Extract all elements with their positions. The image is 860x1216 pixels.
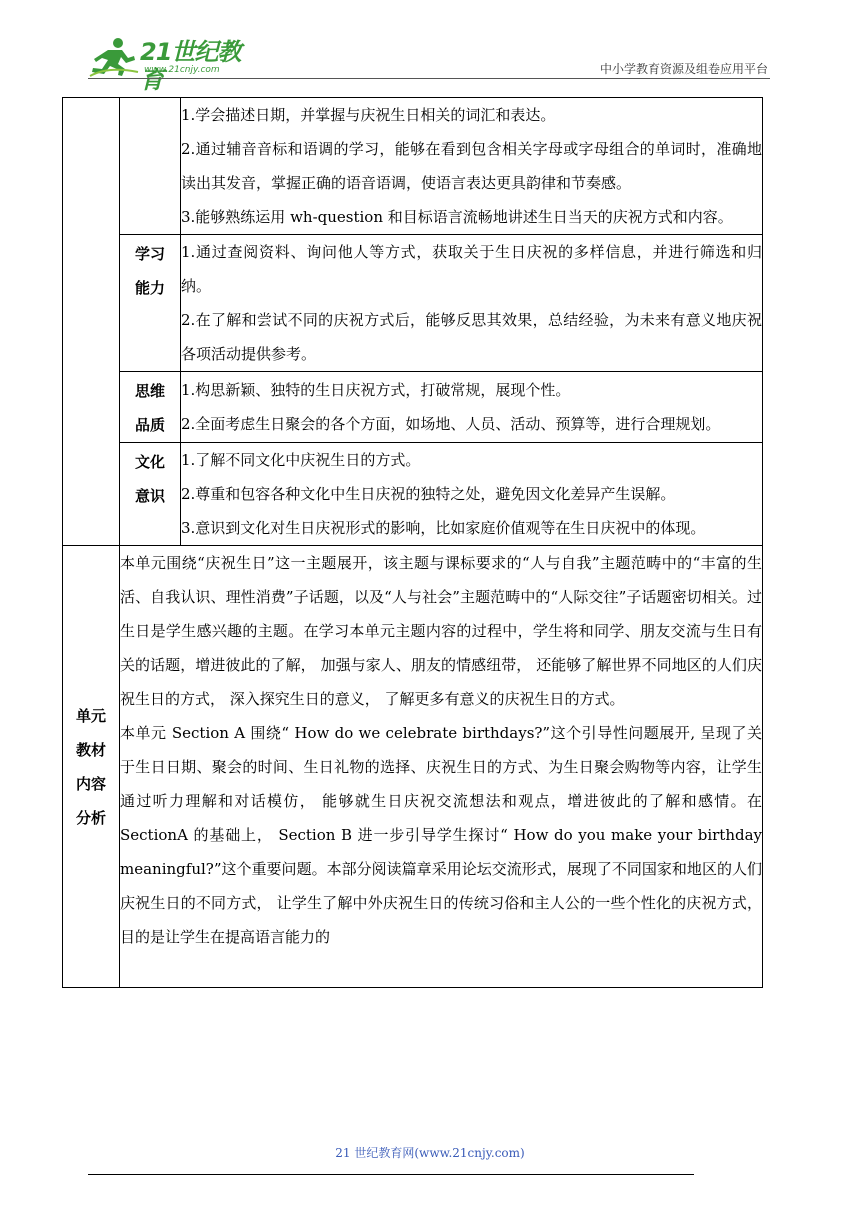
- logo-url: www.21cnjy.com: [144, 65, 220, 75]
- list-item: 2.尊重和包容各种文化中生日庆祝的独特之处，避免因文化差异产生误解。: [181, 485, 676, 503]
- list-item: 1.构思新颖、独特的生日庆祝方式，打破常规，展现个性。: [181, 381, 571, 399]
- list-item: 2.在了解和尝试不同的庆祝方式后，能够反思其效果，总结经验，为未来有意义地庆祝各项活动提供参考。: [181, 311, 762, 363]
- site-logo[interactable]: [88, 36, 258, 94]
- header-divider: [88, 78, 770, 79]
- unit-analysis-label: 单元 教材 内容 分析: [63, 546, 120, 988]
- list-item: 3.能够熟练运用 wh-question 和目标语言流畅地讲述生日当天的庆祝方式和内容。: [181, 208, 733, 226]
- list-item: 1.学会描述日期，并掌握与庆祝生日相关的词汇和表达。: [181, 106, 556, 124]
- row-cultural-awareness: [63, 443, 763, 546]
- objectives-table: [62, 97, 763, 988]
- platform-name: 中小学教育资源及组卷应用平台: [599, 62, 768, 76]
- list-item: 1.了解不同文化中庆祝生日的方式。: [181, 451, 421, 469]
- logo-text: 21世纪教育: [140, 38, 241, 94]
- row-language-ability: [63, 98, 763, 235]
- cultural-awareness-content: [181, 443, 763, 546]
- list-item: 2.通过辅音音标和语调的学习，能够在看到包含相关字母或字母组合的单词时，准确地读出其发音，掌握正确的语音语调，使语言表达更具韵律和节奏感。: [181, 140, 762, 192]
- empty-outer-cell: [63, 98, 120, 546]
- cultural-awareness-label: 文化 意识: [120, 443, 181, 546]
- analysis-paragraph: 本单元围绕“庆祝生日”这一主题展开，该主题与课标要求的“人与自我”主题范畴中的“丰富的生活、自我认识、理性消费”子话题，以及“人与社会”主题范畴中的“人际交往”子话题密切相关。过生日是学生感兴趣的主题。在学习本单元主题内容的过程中，学生将和同学、朋友交流与生日有关的话题，增进彼此的了解， 加强与家人、朋友的情感纽带， 还能够了解世界不同地区的人们庆祝生日的方式， 深入探究生日的意义， 了解更多有意义的庆祝生日的方式。: [120, 554, 762, 708]
- row-thinking-quality: [63, 372, 763, 443]
- thinking-quality-content: [181, 372, 763, 443]
- language-ability-content: [181, 98, 763, 235]
- footer-divider: [88, 1174, 694, 1175]
- list-item: 2.全面考虑生日聚会的各个方面，如场地、人员、活动、预算等，进行合理规划。: [181, 415, 721, 433]
- row-unit-analysis: [63, 546, 763, 988]
- row-learning-ability: [63, 235, 763, 372]
- learning-ability-content: [181, 235, 763, 372]
- runner-logo-icon: [88, 36, 140, 78]
- page-header: [0, 0, 860, 94]
- empty-category-cell: [120, 98, 181, 235]
- thinking-quality-label: 思维 品质: [120, 372, 181, 443]
- analysis-paragraph: 本单元 Section A 围绕“ How do we celebrate birthdays?”这个引导性问题展开, 呈现了关于生日日期、聚会的时间、生日礼物的选择、庆祝生日的方式、为生日聚会购物等内容，让学生通过听力理解和对话模仿， 能够就生日庆祝交流想法和观点，增进彼此的了解和感情。在 SectionA 的基础上， Section B 进一步引导学生探讨“ How do you make your birthday meaningful?”这个重要问题。本部分阅读篇章采用论坛交流形式，展现了不同国家和地区的人们庆祝生日的不同方式， 让学生了解中外庆祝生日的传统习俗和主人公的一些个性化的庆祝方式，目的是让学生在提高语言能力的: [120, 724, 762, 946]
- list-item: 1.通过查阅资料、询问他人等方式，获取关于生日庆祝的多样信息，并进行筛选和归纳。: [181, 243, 762, 295]
- list-item: 3.意识到文化对生日庆祝形式的影响，比如家庭价值观等在生日庆祝中的体现。: [181, 519, 706, 537]
- unit-analysis-content: [120, 546, 763, 988]
- learning-ability-label: 学习 能力: [120, 235, 181, 372]
- footer-link[interactable]: 21 世纪教育网(www.21cnjy.com): [335, 1146, 525, 1160]
